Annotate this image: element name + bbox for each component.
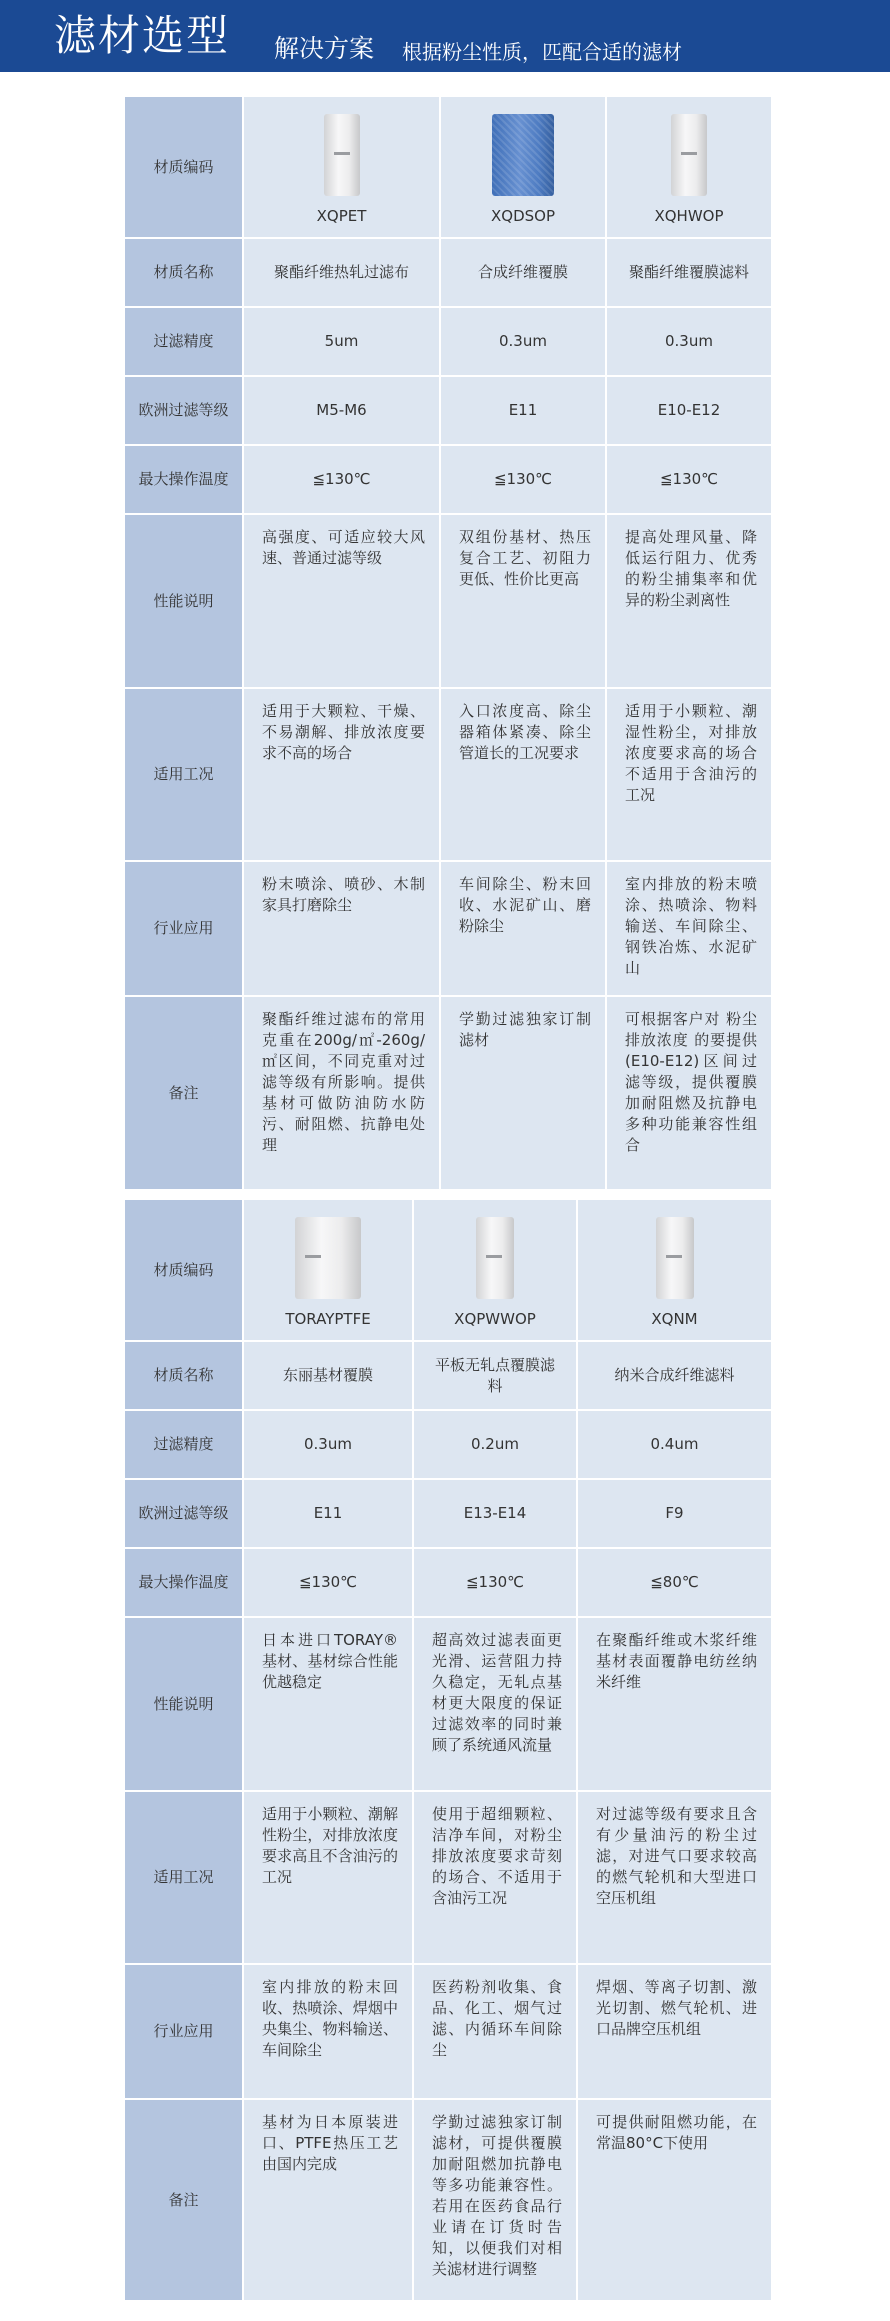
material-code: TORAYPTFE [285, 1310, 371, 1328]
performance-text: 高强度、可适应较大风速、普通过滤等级 [243, 514, 440, 688]
remarks-text: 学勤过滤独家订制滤材 [440, 996, 606, 1190]
row-label: 材质编码 [124, 96, 243, 238]
row-remarks [124, 996, 772, 1190]
row-label: 性能说明 [124, 1617, 243, 1791]
row-label: 行业应用 [124, 861, 243, 996]
filter-bag-image [671, 114, 707, 196]
row-industry [124, 1964, 772, 2099]
eu-grade: F9 [577, 1479, 772, 1548]
remarks-text: 可根据客户对 粉尘排放浓度 的要提供(E10-E12)区间过滤等级，提供覆膜加耐阻燃及抗静电多种功能兼容性组合 [606, 996, 772, 1190]
industry-text: 室内排放的粉末回收、热喷涂、焊烟中央集尘、物料输送、车间除尘 [243, 1964, 413, 2099]
max-temp: ≦130℃ [243, 1548, 413, 1617]
filter-precision: 0.2um [413, 1410, 577, 1479]
row-material-name [124, 238, 772, 307]
row-remarks [124, 2099, 772, 2301]
industry-text: 车间除尘、粉末回收、水泥矿山、磨粉除尘 [440, 861, 606, 996]
industry-text: 医药粉剂收集、食品、化工、烟气过滤、内循环车间除尘 [413, 1964, 577, 2099]
row-precision [124, 307, 772, 376]
filter-bag-image [656, 1217, 694, 1299]
row-label: 过滤精度 [124, 307, 243, 376]
filter-precision: 0.4um [577, 1410, 772, 1479]
material-name: 纳米合成纤维滤料 [577, 1341, 772, 1410]
max-temp: ≦80℃ [577, 1548, 772, 1617]
row-max-temp [124, 1548, 772, 1617]
eu-grade: E10-E12 [606, 376, 772, 445]
page-title: 滤材选型 [54, 11, 231, 60]
material-cell [413, 1199, 577, 1341]
eu-grade: E13-E14 [413, 1479, 577, 1548]
row-label: 最大操作温度 [124, 445, 243, 514]
material-cell [577, 1199, 772, 1341]
conditions-text: 入口浓度高、除尘器箱体紧凑、除尘管道长的工况要求 [440, 688, 606, 861]
performance-text: 双组份基材、热压复合工艺、初阻力更低、性价比更高 [440, 514, 606, 688]
max-temp: ≦130℃ [440, 445, 606, 514]
filter-bag-image [295, 1217, 361, 1299]
material-cell [243, 96, 440, 238]
row-performance [124, 1617, 772, 1791]
row-eu-grade [124, 376, 772, 445]
conditions-text: 适用于小颗粒、潮湿性粉尘，对排放浓度要求高的场合不适用于含油污的工况 [606, 688, 772, 861]
conditions-text: 适用于大颗粒、干燥、不易潮解、排放浓度要求不高的场合 [243, 688, 440, 861]
row-performance [124, 514, 772, 688]
conditions-text: 使用于超细颗粒、洁净车间，对粉尘排放浓度要求苛刻的场合、不适用于含油污工况 [413, 1791, 577, 1964]
row-label: 过滤精度 [124, 1410, 243, 1479]
filter-precision: 0.3um [606, 307, 772, 376]
page-subtitle: 解决方案 [274, 34, 375, 63]
row-material-name [124, 1341, 772, 1410]
row-label: 欧洲过滤等级 [124, 376, 243, 445]
material-cell [243, 1199, 413, 1341]
eu-grade: M5-M6 [243, 376, 440, 445]
industry-text: 室内排放的粉末喷涂、热喷涂、物料输送、车间除尘、钢铁冶炼、水泥矿山 [606, 861, 772, 996]
filter-bag-image [476, 1217, 514, 1299]
material-code: XQDSOP [490, 207, 555, 225]
filter-precision: 0.3um [440, 307, 606, 376]
row-label: 行业应用 [124, 1964, 243, 2099]
material-code: XQNM [651, 1310, 698, 1328]
industry-text: 粉末喷涂、喷砂、木制家具打磨除尘 [243, 861, 440, 996]
row-label: 材质名称 [124, 238, 243, 307]
material-name: 聚酯纤维覆膜滤料 [606, 238, 772, 307]
row-precision [124, 1410, 772, 1479]
remarks-text: 基材为日本原装进口、PTFE热压工艺由国内完成 [243, 2099, 413, 2301]
row-eu-grade [124, 1479, 772, 1548]
filter-precision: 5um [243, 307, 440, 376]
remarks-text: 可提供耐阻燃功能，在常温80°C下使用 [577, 2099, 772, 2301]
max-temp: ≦130℃ [606, 445, 772, 514]
material-name: 东丽基材覆膜 [243, 1341, 413, 1410]
conditions-text: 对过滤等级有要求且含有少量油污的粉尘过滤，对进气口要求较高的燃气轮机和大型进口空压机组 [577, 1791, 772, 1964]
filter-bag-image [324, 114, 360, 196]
row-conditions [124, 688, 772, 861]
row-material-code [124, 96, 772, 238]
row-label: 适用工况 [124, 688, 243, 861]
performance-text: 日本进口TORAY®基材、基材综合性能优越稳定 [243, 1617, 413, 1791]
remarks-text: 学勤过滤独家订制滤材，可提供覆膜加耐阻燃加抗静电等多功能兼容性。若用在医药食品行业请在订货时告知，以便我们对相关滤材进行调整 [413, 2099, 577, 2301]
material-cell [606, 96, 772, 238]
performance-text: 提高处理风量、降低运行阻力、优秀的粉尘捕集率和优异的粉尘剥离性 [606, 514, 772, 688]
eu-grade: E11 [243, 1479, 413, 1548]
row-label: 最大操作温度 [124, 1548, 243, 1617]
industry-text: 焊烟、等离子切割、激光切割、燃气轮机、进口品牌空压机组 [577, 1964, 772, 2099]
row-label: 欧洲过滤等级 [124, 1479, 243, 1548]
row-conditions [124, 1791, 772, 1964]
row-label: 材质名称 [124, 1341, 243, 1410]
page-tagline: 根据粉尘性质，匹配合适的滤材 [402, 40, 682, 64]
row-max-temp [124, 445, 772, 514]
filter-bag-image [492, 114, 554, 196]
row-label: 备注 [124, 2099, 243, 2301]
material-code: XQHWOP [654, 207, 724, 225]
row-label: 备注 [124, 996, 243, 1190]
row-label: 适用工况 [124, 1791, 243, 1964]
row-industry [124, 861, 772, 996]
filter-spec-table-1 [123, 95, 773, 1191]
performance-text: 在聚酯纤维或木浆纤维基材表面覆静电纺丝纳米纤维 [577, 1617, 772, 1791]
material-name: 合成纤维覆膜 [440, 238, 606, 307]
row-label: 性能说明 [124, 514, 243, 688]
material-name: 聚酯纤维热轧过滤布 [243, 238, 440, 307]
material-code: XQPET [316, 207, 367, 225]
row-material-code [124, 1199, 772, 1341]
row-label: 材质编码 [124, 1199, 243, 1341]
remarks-text: 聚酯纤维过滤布的常用克重在200g/㎡-260g/㎡区间，不同克重对过滤等级有所影响。提供基材可做防油防水防污、耐阻燃、抗静电处理 [243, 996, 440, 1190]
material-cell [440, 96, 606, 238]
material-name: 平板无轧点覆膜滤料 [413, 1341, 577, 1410]
header-banner [0, 0, 890, 72]
conditions-text: 适用于小颗粒、潮解性粉尘，对排放浓度要求高且不含油污的工况 [243, 1791, 413, 1964]
max-temp: ≦130℃ [413, 1548, 577, 1617]
max-temp: ≦130℃ [243, 445, 440, 514]
filter-precision: 0.3um [243, 1410, 413, 1479]
eu-grade: E11 [440, 376, 606, 445]
performance-text: 超高效过滤表面更光滑、运营阻力持久稳定，无轧点基材更大限度的保证过滤效率的同时兼顾了系统通风流量 [413, 1617, 577, 1791]
filter-spec-table-2 [123, 1198, 773, 2302]
material-code: XQPWWOP [454, 1310, 536, 1328]
